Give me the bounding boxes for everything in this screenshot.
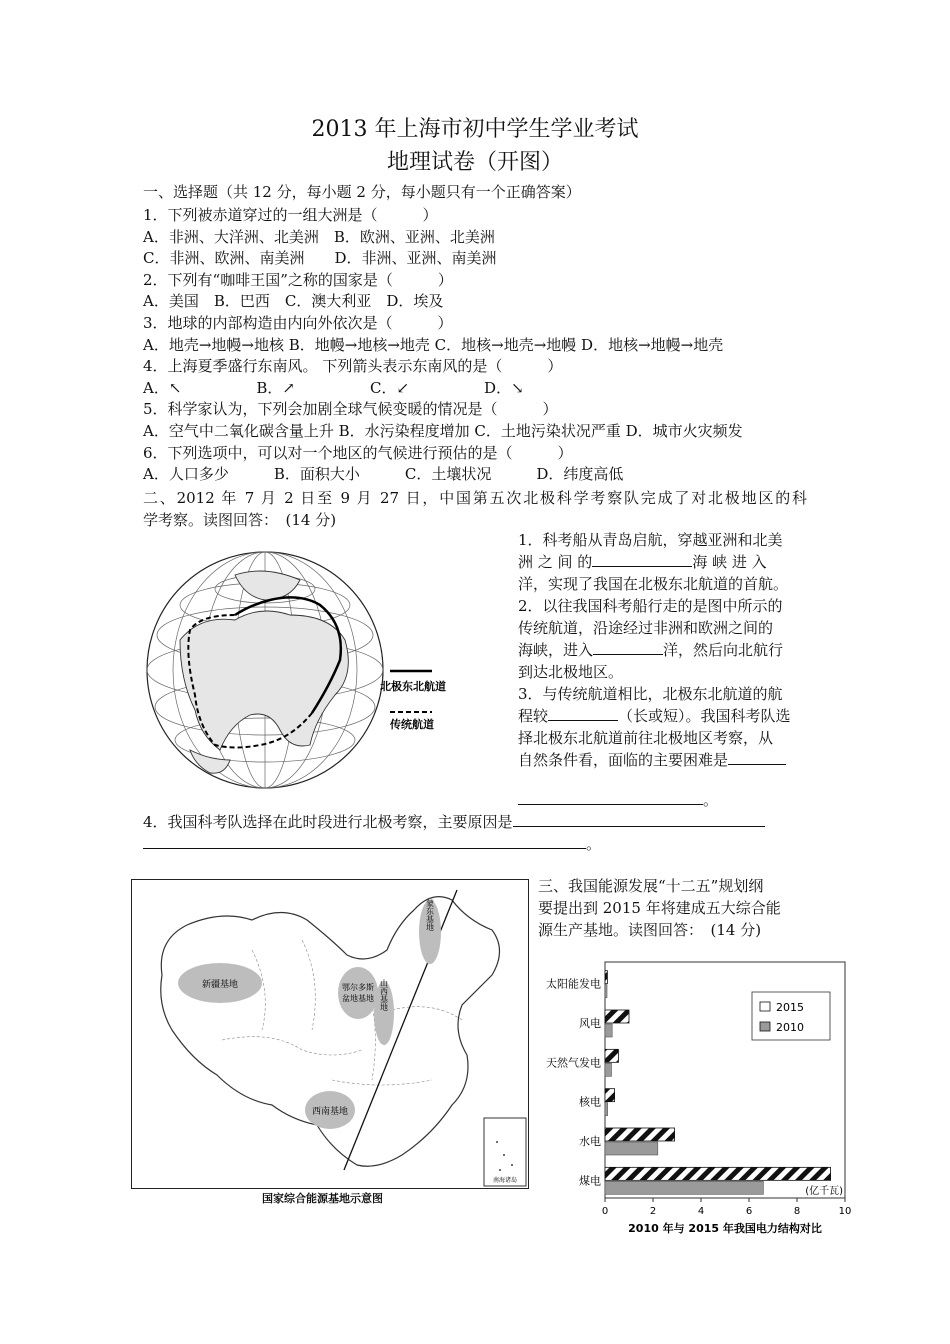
power-structure-chart-svg [530,950,870,1240]
bar-2010 [605,1103,608,1116]
s2-q1-blank-strait[interactable] [592,552,692,567]
china-map-figure [132,880,528,1188]
section1-line: 5．科学家认为，下列会加剧全球气候变暖的情况是（ ） [143,400,558,419]
bar-2010 [605,985,607,998]
legend-swatch [760,1002,770,1011]
legend-northeast-label: 北极东北航道 [380,680,446,693]
section3-intro-line1: 三、我国能源发展“十二五”规划纲 [538,877,764,895]
s2-q2-line2: 传统航道，沿途经过非洲和欧洲之间的 [518,619,774,637]
s2-q4-line2 [143,834,601,854]
s2-q1-line1: 1．科考船从青岛启航，穿越亚洲和北美 [518,531,783,549]
section1-line: A．非洲、大洋洲、北美洲 B．欧洲、亚洲、北美洲 [143,227,495,246]
china-map-caption: 国家综合能源基地示意图 [262,1192,383,1205]
bar-2010 [605,1063,611,1076]
s2-q3-line5 [518,790,718,810]
arctic-route-map [140,545,460,800]
section1-line: A．↖ B．↗ C．↙ D．↘ [143,378,524,397]
section1-line: 6．下列选项中，可以对一个地区的气候进行预估的是（ ） [143,443,573,462]
s2-q3-line2-prefix: 程较 [518,707,549,725]
chart-category-label: 核电 [579,1095,601,1109]
s2-q3-line2 [518,706,791,726]
x-tick-label: 4 [697,1206,705,1217]
s2-q3-blank-difficulty-a[interactable] [728,750,786,765]
s2-q1-line2-prefix: 洲 之 间 的 [518,553,593,571]
s2-q4-line1 [143,812,765,832]
section1-line: A．空气中二氧化碳含量上升 B．水污染程度增加 C．土地污染状况严重 D．城市火灾频发 [143,422,743,440]
s2-q4-end: 。 [586,835,602,853]
s2-q2-blank-ocean[interactable] [593,640,663,655]
xinjiang-base-label: 新疆基地 [201,980,239,990]
legend-label: 2015 [776,1001,804,1014]
s2-q3-blank-length[interactable] [548,706,618,721]
x-tick-label: 10 [838,1206,852,1217]
s2-q2-line3 [518,640,783,660]
section1-line: 3．地球的内部构造由内向外依次是（ ） [143,314,453,332]
arctic-globe-figure [140,545,460,800]
legend-label: 2010 [776,1021,804,1034]
s2-q3-line3: 择北极东北航道前往北极地区考察，从 [518,729,774,747]
section3-intro-line3: 源生产基地。读图回答： (14 分) [538,921,762,939]
x-tick-label: 6 [745,1206,753,1217]
bar-2015 [605,971,607,984]
chart-category-label: 风电 [579,1017,601,1030]
x-tick-label: 2 [649,1206,657,1217]
s2-q3-line1: 3．与传统航道相比，北极东北航道的航 [518,685,783,703]
bar-2010 [605,1142,658,1155]
section1-line: A．地壳→地幔→地核 B．地幔→地核→地壳 C．地核→地壳→地幔 D．地核→地幔→地壳 [143,335,724,354]
section3-intro-line2: 要提出到 2015 年将建成五大综合能 [538,899,781,917]
bar-2010 [605,1181,763,1194]
s2-q3-line5-end: 。 [703,791,719,809]
section2-intro-line1: 二、2012 年 7 月 2 日至 9 月 27 日，中国第五次北极科学考察队完成了对北极地区的科 [143,489,807,507]
s2-q3-line2-suffix: （长或短）。我国科考队选 [618,707,791,725]
s2-q3-line4-text: 自然条件看，面临的主要困难是 [518,751,729,769]
bar-2015 [605,1049,618,1062]
bar-2015 [605,1128,675,1141]
s2-q2-line3-prefix: 海峡，进入 [518,641,594,659]
s2-q2-line4: 到达北极地区。 [518,663,624,681]
chart-unit-label: (亿千瓦) [805,1186,843,1197]
ordos-base-label: 鄂尔多斯 [342,983,374,992]
chart-category-label: 水电 [579,1135,601,1148]
ordos-base-shape [338,967,378,1019]
bar-2015 [605,1167,831,1180]
section1-heading: 一、选择题（共 12 分，每小题 2 分，每小题只有一个正确答案） [143,183,581,201]
bar-2015 [605,1089,615,1102]
s2-q2-line1: 2．以往我国科考船行走的是图中所示的 [518,597,783,615]
section1-line: 4．上海夏季盛行东南风。 下列箭头表示东南风的是（ ） [143,357,563,376]
south-sea-inset [484,1118,526,1186]
ordos-base-label-2: 盆地基地 [342,994,374,1003]
section1-line: 2．下列有“咖啡王国”之称的国家是（ ） [143,270,453,289]
section1-line: A．人口多少 B．面积大小 C．土壤状况 D．纬度高低 [143,465,624,484]
s2-q4-text: 4．我国科考队选择在此时段进行北极考察，主要原因是 [143,813,513,831]
power-structure-chart [530,950,870,1240]
section1-line: 1．下列被赤道穿过的一组大洲是（ ） [143,206,438,224]
legend-swatch [760,1022,770,1031]
exam-title: 2013 年上海市初中学生学业考试 [311,117,639,142]
x-tick-label: 0 [601,1206,609,1217]
s2-q3-line4 [518,750,786,770]
s2-q2-line3-suffix: 洋，然后向北航行 [663,641,784,659]
section2-intro-line2: 学考察。读图回答： (14 分) [143,511,337,529]
s2-q1-line3: 洋，实现了我国在北极东北航道的首航。 [518,575,789,593]
china-energy-base-map [131,879,529,1189]
chart-title: 2010 年与 2015 年我国电力结构对比 [628,1222,822,1235]
bar-2010 [605,1024,612,1037]
chart-category-label: 太阳能发电 [546,977,601,991]
bar-2015 [605,1010,629,1023]
chart-category-label: 煤电 [579,1174,601,1188]
s2-q1-line2-suffix: 海 峡 进 入 [692,553,767,571]
chart-category-label: 天然气发电 [546,1056,601,1070]
legend-traditional-label: 传统航道 [390,718,434,731]
shanxi-base-label: 山西基地 [379,979,389,1011]
south-sea-label: 南海诸岛 [492,1177,518,1184]
section1-line: C．非洲、欧洲、南美洲 D．非洲、亚洲、南美洲 [143,249,497,268]
section1-line: A．美国 B．巴西 C．澳大利亚 D．埃及 [143,292,444,311]
s2-q1-line2 [518,552,767,572]
s2-q3-blank-difficulty-b[interactable] [518,790,703,805]
mengdong-base-label: 蒙东基地 [425,899,435,931]
southwest-base-label: 西南基地 [311,1107,349,1117]
exam-subtitle: 地理试卷（开图） [386,150,563,175]
s2-q4-blank-a[interactable] [513,812,765,827]
s2-q4-blank-b[interactable] [143,834,586,849]
x-tick-label: 8 [793,1206,801,1217]
